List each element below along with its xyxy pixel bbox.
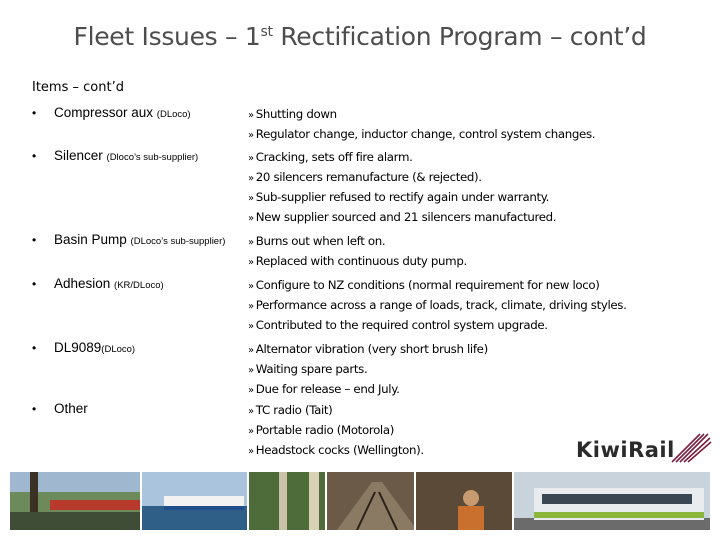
note-text: 20 silencers remanufacture (& rejected).	[255, 170, 482, 184]
arrow-icon: »	[248, 237, 254, 248]
arrow-icon: »	[248, 110, 254, 121]
note-text: Cracking, sets off fire alarm.	[255, 150, 413, 164]
issue-notes	[248, 276, 698, 336]
note-text: Waiting spare parts.	[255, 362, 368, 376]
issue-notes	[248, 148, 698, 228]
forest-photo	[249, 472, 325, 530]
arrow-icon: »	[248, 257, 254, 268]
rail-workshop-photo	[327, 472, 414, 530]
kiwirail-logo	[572, 432, 712, 468]
subtitle: Items – cont’d	[32, 80, 124, 95]
issue-owner: (DLoco’s sub-supplier)	[130, 236, 226, 247]
arrow-icon: »	[248, 213, 254, 224]
issue-owner: (KR/DLoco)	[114, 280, 164, 291]
issue-label	[32, 340, 248, 355]
note-line	[248, 188, 698, 208]
arrow-icon: »	[248, 130, 254, 141]
note-text: Replaced with continuous duty pump.	[255, 254, 467, 268]
bullet-icon: •	[32, 341, 37, 355]
issue-name: Basin Pump	[54, 232, 131, 247]
issue-name: Silencer	[54, 148, 107, 163]
workshop-worker-photo	[416, 472, 512, 530]
note-line	[248, 105, 698, 125]
note-text: Burns out when left on.	[255, 234, 386, 248]
note-line	[248, 232, 698, 252]
bullet-icon: •	[32, 402, 37, 416]
arrow-icon: »	[248, 173, 254, 184]
note-line	[248, 316, 698, 336]
bullet-icon: •	[32, 149, 37, 163]
note-line	[248, 276, 698, 296]
note-text: Portable radio (Motorola)	[255, 423, 394, 437]
arrow-icon: »	[248, 301, 254, 312]
issue-notes	[248, 340, 698, 400]
bullet-icon: •	[32, 233, 37, 247]
issue-notes	[248, 232, 698, 272]
note-line	[248, 401, 698, 421]
issue-owner: (DLoco)	[156, 109, 191, 120]
slide-title: Fleet Issues – 1st Rectification Program – cont’d	[73, 22, 647, 51]
arrow-icon: »	[248, 446, 254, 457]
arrow-icon: »	[248, 365, 254, 376]
arrow-icon: »	[248, 385, 254, 396]
note-text: TC radio (Tait)	[255, 403, 333, 417]
note-text: Sub-supplier refused to rectify again under warranty.	[255, 190, 550, 204]
issue-label	[32, 401, 248, 416]
note-line	[248, 125, 698, 145]
note-text: New supplier sourced and 21 silencers manufactured.	[255, 210, 557, 224]
issue-notes	[248, 105, 698, 145]
issue-label	[32, 276, 248, 291]
arrow-icon: »	[248, 153, 254, 164]
arrow-icon: »	[248, 193, 254, 204]
issue-name: DL9089	[54, 340, 102, 355]
issue-name: Other	[54, 401, 88, 416]
note-line	[248, 360, 698, 380]
note-text: Configure to NZ conditions (normal requirement for new loco)	[255, 278, 600, 292]
note-line	[248, 208, 698, 228]
arrow-icon: »	[248, 406, 254, 417]
arrow-icon: »	[248, 345, 254, 356]
arrow-icon: »	[248, 321, 254, 332]
note-text: Due for release – end July.	[255, 382, 400, 396]
issue-label	[32, 105, 248, 120]
note-line	[248, 252, 698, 272]
note-line	[248, 168, 698, 188]
photo-strip	[10, 472, 710, 530]
issue-name: Adhesion	[54, 276, 115, 291]
note-line	[248, 380, 698, 400]
bullet-icon: •	[32, 106, 37, 120]
note-line	[248, 340, 698, 360]
note-text: Regulator change, inductor change, control system changes.	[255, 127, 596, 141]
note-text: Headstock cocks (Wellington).	[255, 443, 424, 457]
ferry-photo	[142, 472, 246, 530]
note-line	[248, 148, 698, 168]
commuter-train-photo	[514, 472, 710, 530]
train-landscape-photo	[10, 472, 140, 530]
note-text: Contributed to the required control system upgrade.	[255, 318, 548, 332]
issue-name: Compressor aux	[54, 105, 157, 120]
arrow-icon: »	[248, 426, 254, 437]
issue-label	[32, 148, 248, 163]
issue-owner: (Dloco’s sub-supplier)	[106, 152, 199, 163]
note-text: Shutting down	[255, 107, 337, 121]
logo-text: KiwiRail	[576, 438, 675, 462]
issue-label	[32, 232, 248, 247]
bullet-icon: •	[32, 277, 37, 291]
issue-owner: (DLoco)	[101, 344, 136, 355]
note-text: Alternator vibration (very short brush life)	[255, 342, 488, 356]
fern-stripes-icon	[572, 432, 712, 468]
note-line	[248, 296, 698, 316]
note-text: Performance across a range of loads, track, climate, driving styles.	[255, 298, 627, 312]
arrow-icon: »	[248, 281, 254, 292]
